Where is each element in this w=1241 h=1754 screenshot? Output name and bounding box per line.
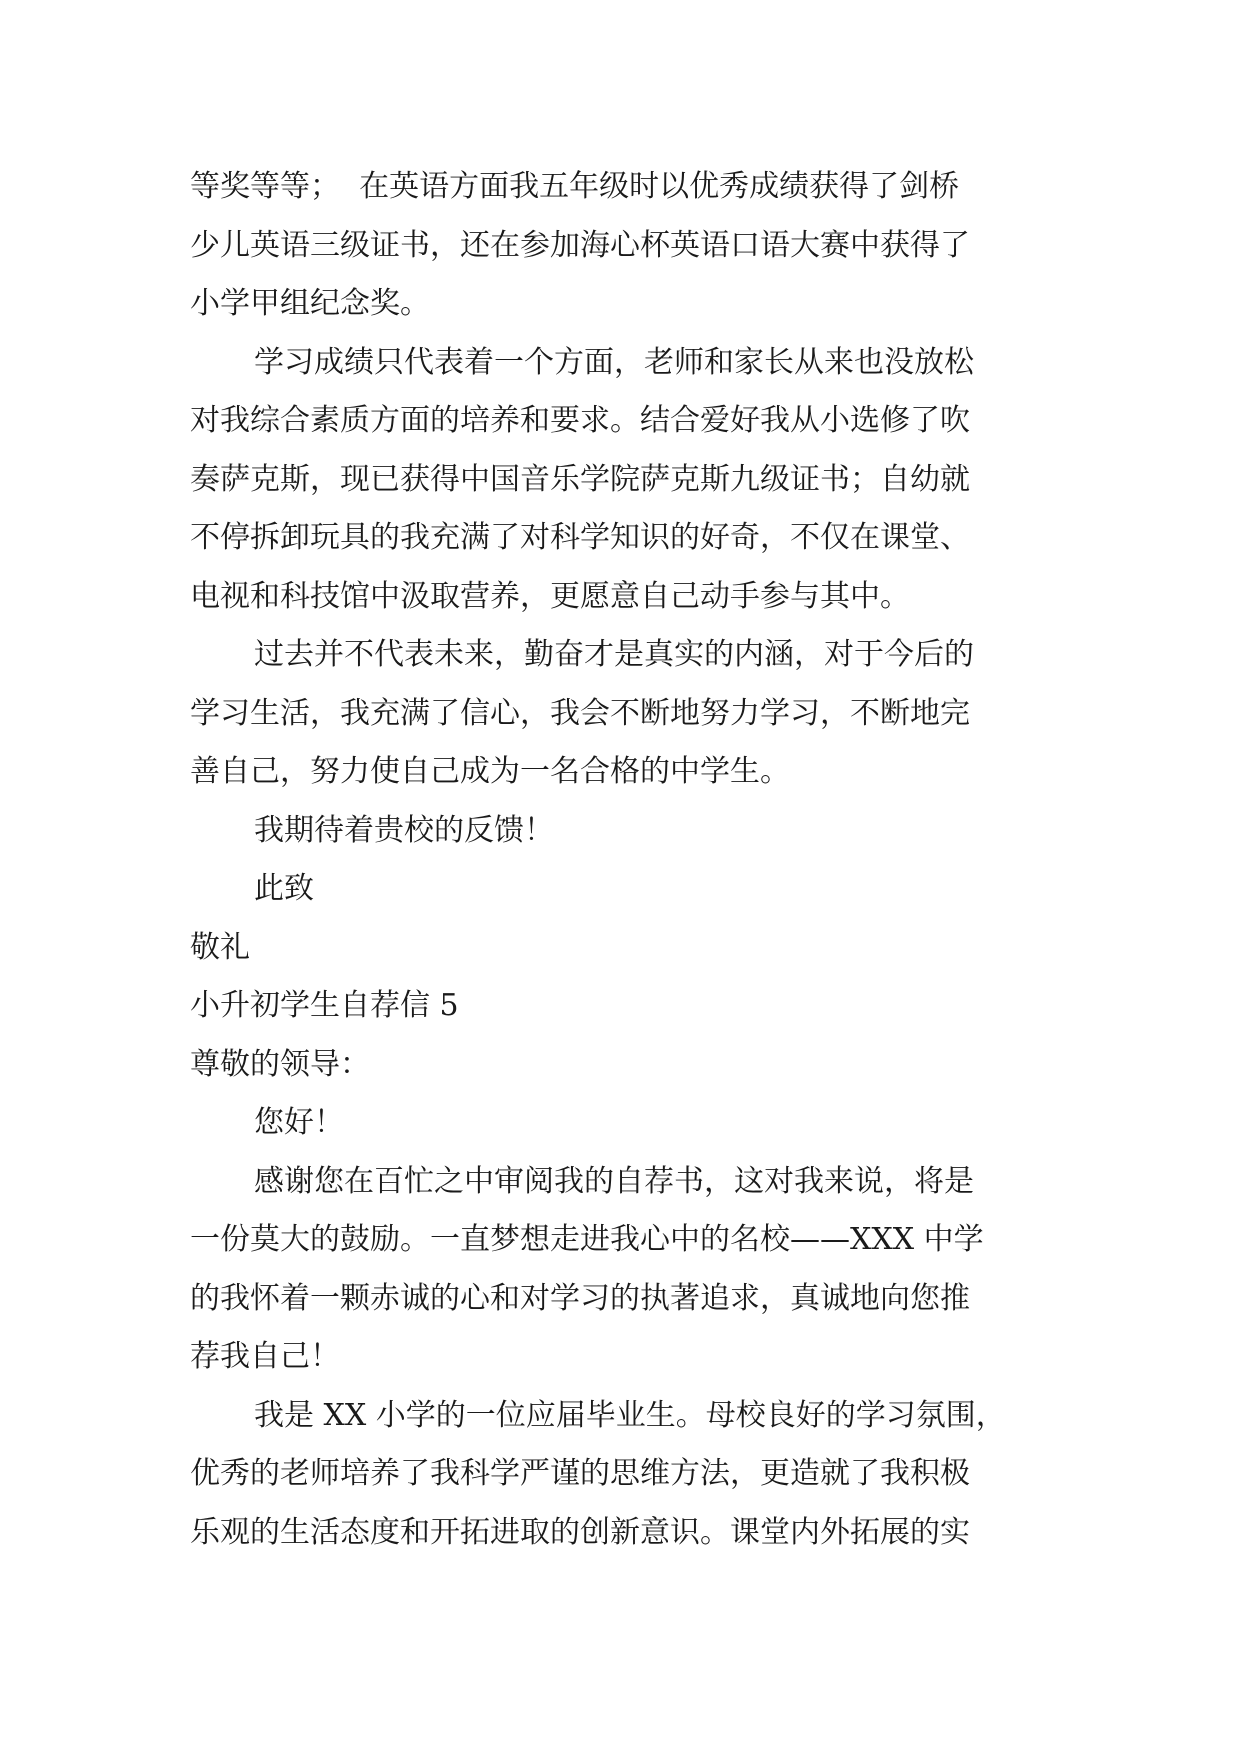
text-line: 小升初学生自荐信 5 — [190, 988, 459, 1023]
text-line: 一份莫大的鼓励。一直梦想走进我心中的名校——XXX 中学 — [190, 1222, 984, 1257]
text-line: 我期待着贵校的反馈！ — [254, 812, 554, 848]
text-line: 奏萨克斯，现已获得中国音乐学院萨克斯九级证书；自幼就 — [190, 461, 970, 497]
text-line: 不停拆卸玩具的我充满了对科学知识的好奇，不仅在课堂、 — [190, 520, 970, 555]
text-line: 荐我自己！ — [190, 1339, 340, 1374]
text-line: 对我综合素质方面的培养和要求。结合爱好我从小选修了吹 — [190, 403, 970, 438]
text-line: 优秀的老师培养了我科学严谨的思维方法，更造就了我积极 — [190, 1456, 970, 1491]
text-line: 学习成绩只代表着一个方面，老师和家长从来也没放松 — [254, 344, 974, 380]
text-line: 感谢您在百忙之中审阅我的自荐书，这对我来说，将是 — [254, 1163, 974, 1199]
text-line: 少儿英语三级证书，还在参加海心杯英语口语大赛中获得了 — [190, 227, 970, 263]
text-line: 敬礼 — [190, 929, 250, 965]
text-line: 电视和科技馆中汲取营养，更愿意自己动手参与其中。 — [190, 578, 910, 614]
text-line: 学习生活，我充满了信心，我会不断地努力学习，不断地完 — [190, 695, 970, 731]
text-line: 过去并不代表未来，勤奋才是真实的内涵，对于今后的 — [254, 637, 974, 672]
text-line: 等奖等等； 在英语方面我五年级时以优秀成绩获得了剑桥 — [190, 169, 960, 204]
text-line: 您好！ — [254, 1105, 344, 1140]
text-line: 小学甲组纪念奖。 — [190, 286, 430, 321]
text-line: 尊敬的领导： — [190, 1046, 370, 1082]
text-line: 善自己，努力使自己成为一名合格的中学生。 — [190, 754, 790, 789]
text-line: 我是 XX 小学的一位应届毕业生。母校良好的学习氛围， — [254, 1397, 1006, 1433]
text-line: 的我怀着一颗赤诚的心和对学习的执著追求，真诚地向您推 — [190, 1280, 970, 1316]
text-line: 此致 — [254, 871, 314, 906]
text-line: 乐观的生活态度和开拓进取的创新意识。课堂内外拓展的实 — [190, 1514, 970, 1550]
document-body — [190, 158, 1070, 1562]
